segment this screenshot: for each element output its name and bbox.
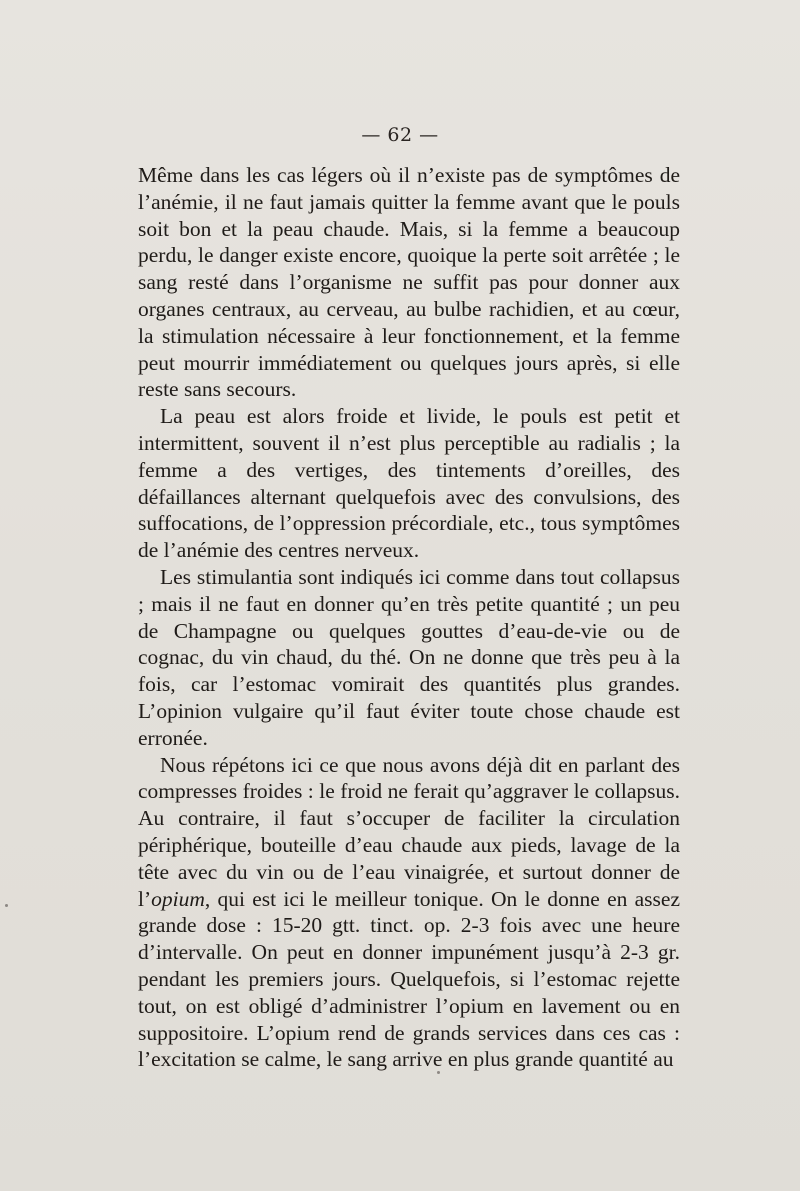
- paragraph-3: Les stimulantia sont indiqués ici comme dans tout collapsus ; mais il ne faut en donner qu’en très petite quantité ; un peu de Champagne ou quelques gouttes d’eau-de-vie ou de cognac, du vin chaud, du thé. On ne donne que très peu à la fois, car l’estomac vomirait des quantités plus grandes. L’opinion vulgaire qu’il faut éviter toute chose chaude est erronée.: [138, 564, 680, 750]
- paragraph-4: [138, 752, 680, 1074]
- paper-speck: [5, 904, 8, 907]
- page-text: [138, 162, 680, 1073]
- paper-speck: [437, 1071, 440, 1074]
- page-number: — 62 —: [361, 124, 439, 146]
- paragraph-4-text-b: , qui est ici le meilleur tonique. On le donne en assez grande dose : 15-20 gtt. tinct. op. 2-3 fois avec une heure d’intervalle. On peut en donner impunément jusqu’à 2-3 gr. pendant les premiers jours. Quelquefois, si l’estomac rejette tout, on est obligé d’administrer l’opium en lavement ou en suppositoire. L’opium rend de grands services dans ces cas : l’excitation se calme, le sang arrive en plus grande quantité au: [138, 886, 680, 1072]
- opium-italic: opium: [151, 886, 205, 911]
- paragraph-1: Même dans les cas légers où il n’existe pas de symptômes de l’anémie, il ne faut jamais quitter la femme avant que le pouls soit bon et la peau chaude. Mais, si la femme a beaucoup perdu, le danger existe encore, quoique la perte soit arrêtée ; le sang resté dans l’organisme ne suffit pas pour donner aux organes centraux, au cerveau, au bulbe rachidien, et au cœur, la stimulation nécessaire à leur fonctionnement, et la femme peut mourrir immédiatement ou quelques jours après, si elle reste sans secours.: [138, 163, 680, 402]
- paragraph-2: La peau est alors froide et livide, le pouls est petit et intermittent, souvent il n’est plus perceptible au radialis ; la femme a des vertiges, des tintements d’oreilles, des défaillances alternant quelquefois avec des convulsions, des suffocations, de l’oppression précordiale, etc., tous symptômes de l’anémie des centres nerveux.: [138, 404, 680, 563]
- paragraph-4-text-a: Nous répétons ici ce que nous avons déjà dit en parlant des compresses froides : le froid ne ferait qu’aggraver le collapsus. Au contraire, il faut s’occuper de faciliter la circulation périphérique, bouteille d’eau chaude aux pieds, lavage de la tête avec du vin ou de l’eau vinaigrée, et surtout donner de l’: [138, 752, 680, 911]
